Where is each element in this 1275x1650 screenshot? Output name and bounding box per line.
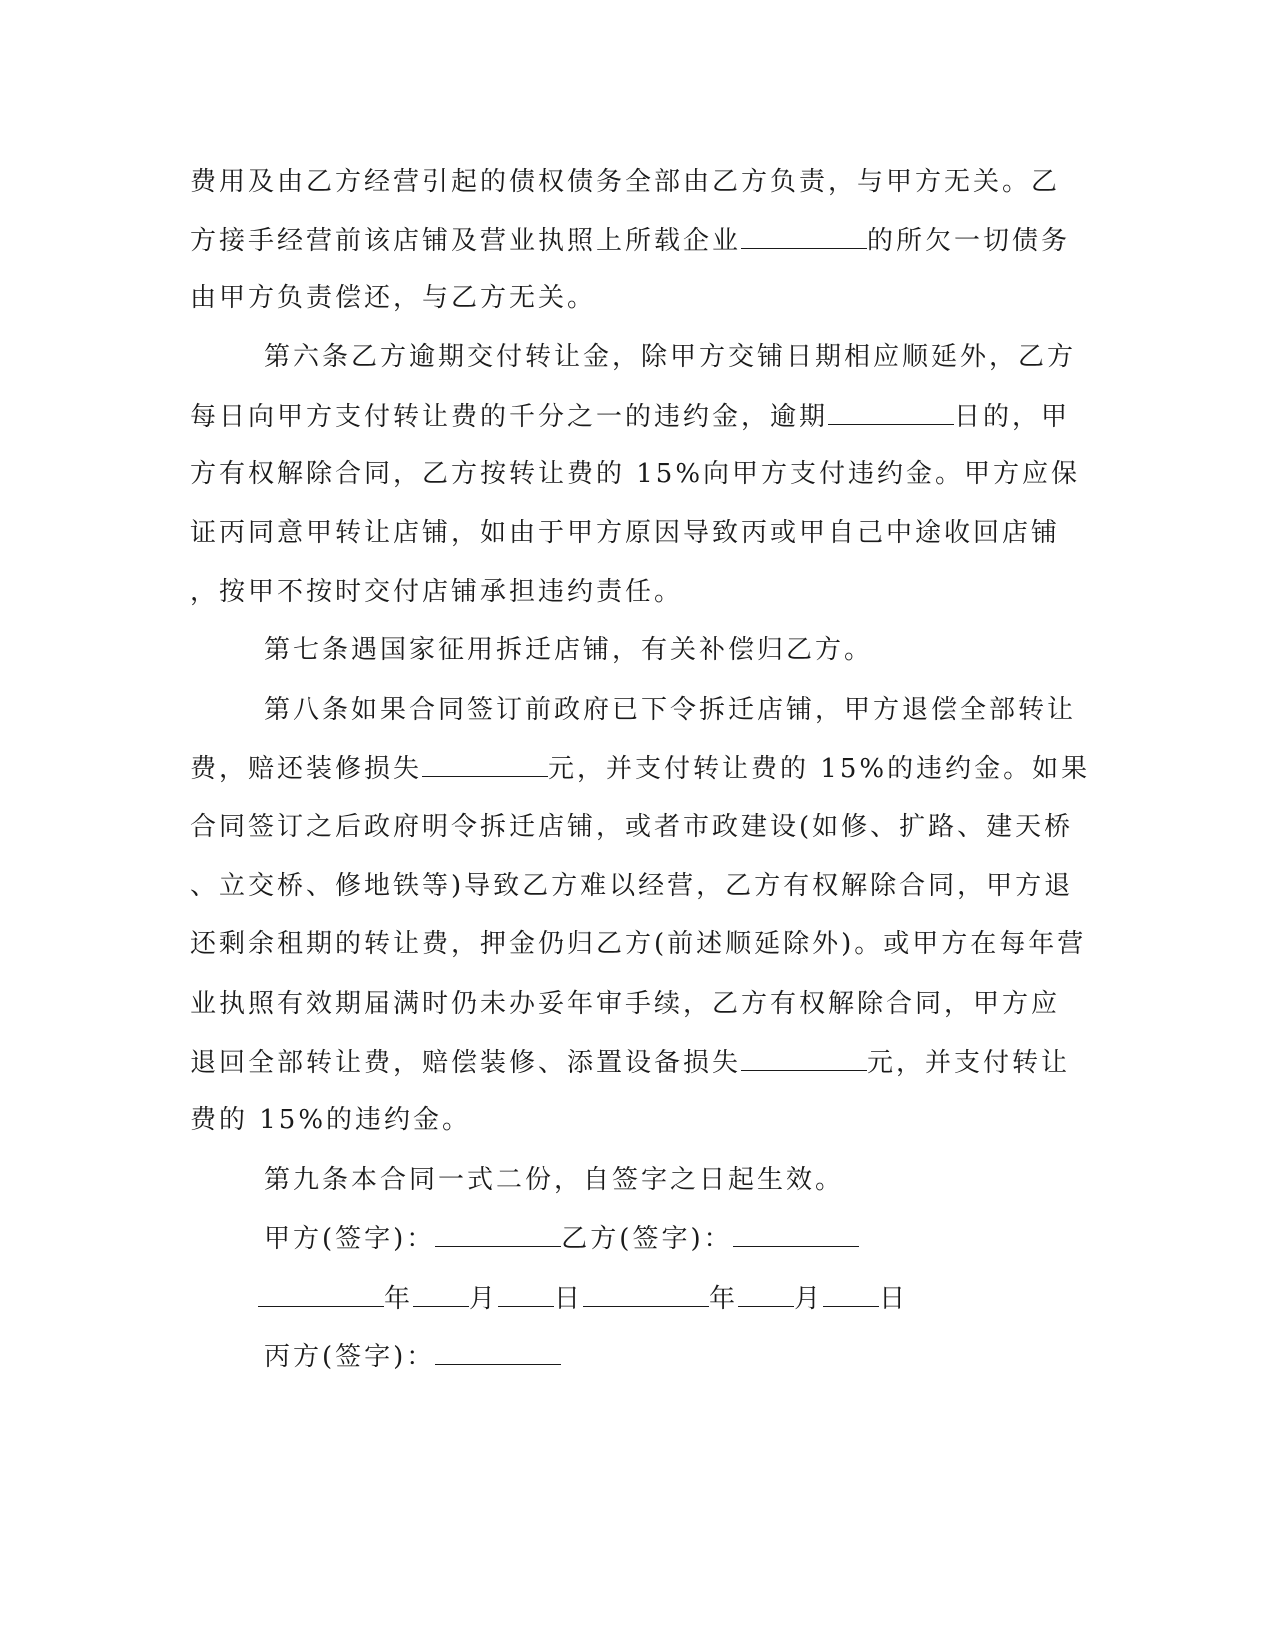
party-b-signature-blank bbox=[733, 1222, 859, 1247]
party-b-label: 乙方(签字)： bbox=[561, 1224, 733, 1254]
article5-line2-text-b: 的所欠一切债务 bbox=[867, 226, 1071, 256]
article7-line1: 第七条遇国家征用拆迁店铺，有关补偿归乙方。 bbox=[264, 635, 874, 665]
signature-date-row bbox=[258, 1282, 908, 1315]
article8-line6: 业执照有效期届满时仍未办妥年审手续，乙方有权解除合同，甲方应 bbox=[190, 989, 1061, 1019]
article6-line3: 方有权解除合同，乙方按转让费的 15%向甲方支付违约金。甲方应保 bbox=[190, 459, 1081, 489]
party-a-month-blank bbox=[413, 1282, 469, 1307]
article8-line1: 第八条如果合同签订前政府已下令拆迁店铺，甲方退偿全部转让 bbox=[264, 695, 1077, 725]
article6-line2-text-a: 每日向甲方支付转让费的千分之一的违约金，逾期 bbox=[190, 402, 829, 432]
enterprise-name-blank bbox=[741, 224, 867, 249]
party-b-month-blank bbox=[738, 1282, 794, 1307]
year-label-b: 年 bbox=[709, 1284, 739, 1314]
equipment-loss-blank bbox=[741, 1046, 867, 1071]
article8-line2-text-b: 元，并支付转让费的 15%的违约金。如果 bbox=[548, 754, 1091, 784]
article8-line2-text-a: 费，赔还装修损失 bbox=[190, 754, 423, 784]
article8-line5: 还剩余租期的转让费，押金仍归乙方(前述顺延除外)。或甲方在每年营 bbox=[190, 929, 1087, 959]
party-b-day-blank bbox=[823, 1282, 879, 1307]
article8-line3: 合同签订之后政府明令拆迁店铺，或者市政建设(如修、扩路、建天桥 bbox=[190, 812, 1074, 842]
signature-row-ab bbox=[264, 1222, 859, 1255]
article6-line2-text-b: 日的，甲 bbox=[954, 402, 1071, 432]
article6-line2 bbox=[190, 400, 1070, 433]
article5-line3: 由甲方负责偿还，与乙方无关。 bbox=[190, 283, 597, 313]
article5-line1: 费用及由乙方经营引起的债权债务全部由乙方负责，与甲方无关。乙 bbox=[190, 167, 1061, 197]
article6-line1: 第六条乙方逾期交付转让金，除甲方交铺日期相应顺延外，乙方 bbox=[264, 342, 1077, 372]
party-c-signature-blank bbox=[435, 1340, 561, 1365]
party-b-year-blank bbox=[583, 1282, 709, 1307]
article8-line7-text-a: 退回全部转让费，赔偿装修、添置设备损失 bbox=[190, 1048, 742, 1078]
article8-line7 bbox=[190, 1046, 1070, 1079]
article5-line2-text-a: 方接手经营前该店铺及营业执照上所载企业 bbox=[190, 226, 742, 256]
article8-line2 bbox=[190, 752, 1090, 785]
article9-line1: 第九条本合同一式二份，自签字之日起生效。 bbox=[264, 1165, 845, 1195]
party-c-label: 丙方(签字)： bbox=[264, 1342, 436, 1372]
renovation-loss-blank bbox=[422, 752, 548, 777]
party-a-label: 甲方(签字)： bbox=[264, 1224, 436, 1254]
day-label-b: 日 bbox=[879, 1284, 909, 1314]
day-label-a: 日 bbox=[554, 1284, 584, 1314]
article6-line4: 证丙同意甲转让店铺，如由于甲方原因导致丙或甲自己中途收回店铺 bbox=[190, 518, 1061, 548]
article6-line5: ，按甲不按时交付店铺承担违约责任。 bbox=[190, 577, 684, 607]
party-a-day-blank bbox=[498, 1282, 554, 1307]
year-label-a: 年 bbox=[384, 1284, 414, 1314]
article8-line8: 费的 15%的违约金。 bbox=[190, 1105, 472, 1135]
article8-line7-text-b: 元，并支付转让 bbox=[867, 1048, 1071, 1078]
party-a-year-blank bbox=[258, 1282, 384, 1307]
month-label-a: 月 bbox=[469, 1284, 499, 1314]
party-a-signature-blank bbox=[435, 1222, 561, 1247]
overdue-days-blank bbox=[828, 400, 954, 425]
article8-line4: 、立交桥、修地铁等)导致乙方难以经营，乙方有权解除合同，甲方退 bbox=[190, 871, 1074, 901]
month-label-b: 月 bbox=[794, 1284, 824, 1314]
article5-line2 bbox=[190, 224, 1070, 257]
signature-row-c bbox=[264, 1340, 561, 1373]
